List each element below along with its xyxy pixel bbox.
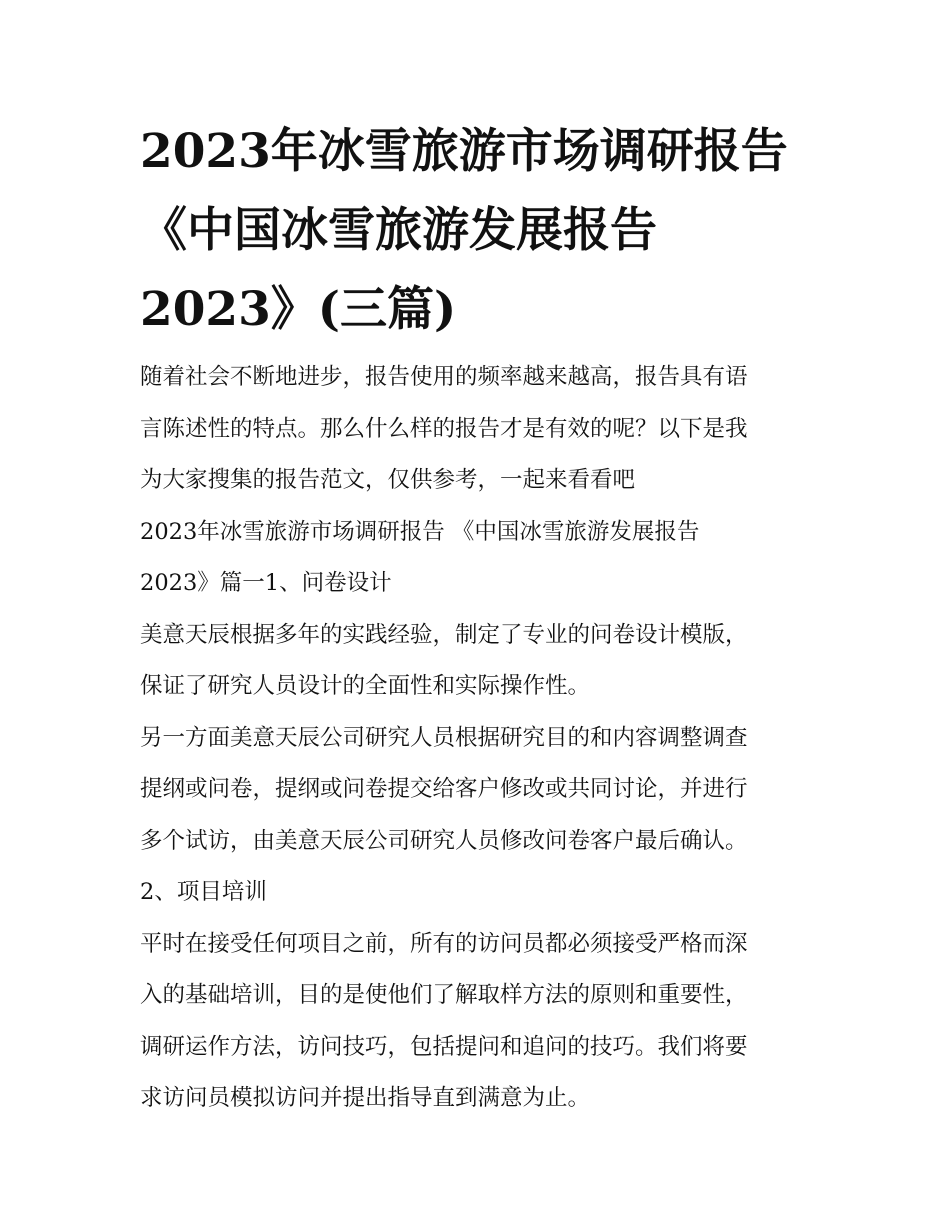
title-line: 《中国冰雪旅游发展报告 (140, 203, 657, 258)
body-line: 多个试访，由美意天辰公司研究人员修改问卷客户最后确认。 (140, 827, 748, 854)
body-line: 调研运作方法，访问技巧，包括提问和追问的技巧。我们将要 (140, 1033, 748, 1060)
body-line: 平时在接受任何项目之前，所有的访问员都必须接受严格而深 (140, 930, 748, 957)
title-line: 2023年冰雪旅游市场调研报告 (140, 124, 788, 179)
section-heading-line: 2023年冰雪旅游市场调研报告 《中国冰雪旅游发展报告 (140, 518, 700, 545)
body-line: 随着社会不断地进步，报告使用的频率越来越高，报告具有语 (140, 364, 748, 390)
body-line: 提纲或问卷，提纲或问卷提交给客户修改或共同讨论，并进行 (140, 776, 748, 802)
title-line: 2023》(三篇) (140, 282, 457, 337)
section-heading-line: 2、项目培训 (140, 879, 267, 905)
body-line: 保证了研究人员设计的全面性和实际操作性。 (140, 673, 591, 699)
section-heading-line: 2023》篇一1、问卷设计 (140, 570, 392, 596)
body-line: 为大家搜集的报告范文，仅供参考，一起来看看吧 (140, 467, 636, 493)
document-body (140, 352, 830, 1125)
body-line: 言陈述性的特点。那么什么样的报告才是有效的呢？以下是我 (140, 415, 748, 442)
body-line: 求访问员模拟访问并提出指导直到满意为止。 (140, 1085, 591, 1111)
body-line: 另一方面美意天辰公司研究人员根据研究目的和内容调整调查 (140, 724, 748, 751)
body-line: 入的基础培训，目的是使他们了解取样方法的原则和重要性， (140, 982, 748, 1008)
document-title (140, 112, 830, 349)
body-line: 美意天辰根据多年的实践经验，制定了专业的问卷设计模版， (140, 621, 748, 648)
